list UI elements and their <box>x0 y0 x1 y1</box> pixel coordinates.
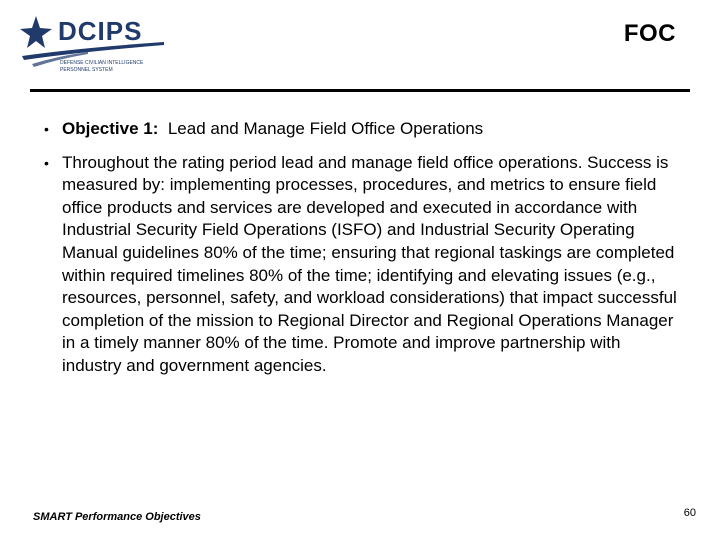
logo-wordmark: DCIPS <box>58 16 143 46</box>
logo-subtitle-line1: DEFENSE CIVILIAN INTELLIGENCE <box>60 60 144 66</box>
star-icon <box>20 16 52 48</box>
objective-text: Lead and Manage Field Office Operations <box>167 119 484 138</box>
footer-title: SMART Performance Objectives <box>33 511 201 523</box>
description-text: Throughout the rating period lead and manage field office operations. Success is measured by: implementing processes, procedures, and metrics to ensure field office products and services are developed and executed in accordance with Industrial Security Field Operations (ISFO) and Industrial Security Operating Manual guidelines 80% of the time; ensuring that regional taskings are completed within required timelines 80% of the time; identifying and elevating issues (e.g., resources, personnel, safety, and workload considerations) that impact successful completion of the mission to Regional Director and Regional Operations Manager in a timely manner 80% of the time. Promote and improve partnership with industry and government agencies. <box>62 152 677 375</box>
bullet-objective <box>44 118 684 141</box>
header-divider <box>30 89 690 92</box>
logo-subtitle-line2: PERSONNEL SYSTEM <box>60 67 113 73</box>
objective-label: Objective 1: <box>62 119 159 138</box>
page-title: FOC <box>623 20 676 47</box>
page-number: 60 <box>683 507 696 519</box>
bullet-dot: • <box>44 154 49 171</box>
bullet-description <box>44 152 684 378</box>
slide-content <box>44 118 684 389</box>
dcips-logo <box>18 12 168 78</box>
bullet-dot: • <box>44 121 49 137</box>
